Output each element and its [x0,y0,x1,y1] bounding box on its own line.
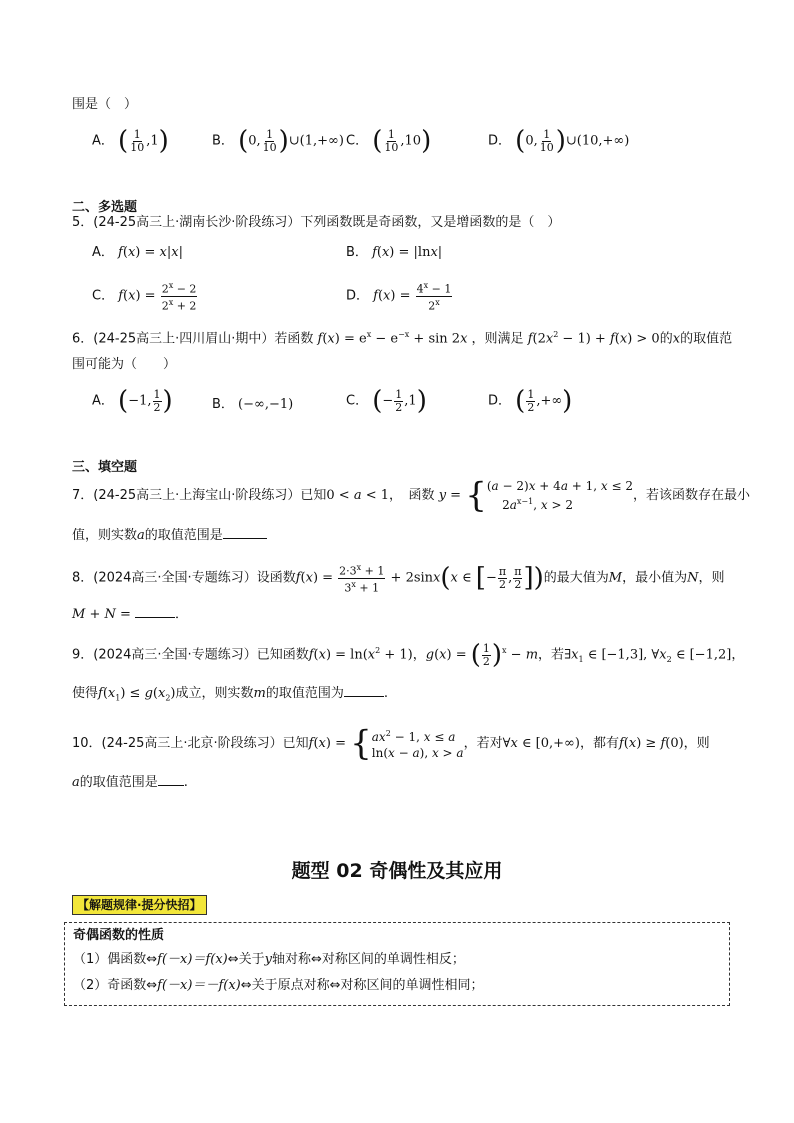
q4-option-c: C． ( $\frac{1}{10}$ ,10) [346,126,432,156]
property-odd-end: ⇔关于原点对称⇔对称区间的单调性相同； [240,978,484,993]
q7-line2: 值，则实数a的取值范围是 [72,526,267,545]
q6-option-b: B． (−∞,−1) [212,397,294,412]
q4-option-d: D． (0, $\frac{1}{10}$ )∪(10,+∞) [488,126,630,156]
q5-option-a-label: A． [92,245,114,260]
q10-line2: a的取值范围是 . [72,775,188,790]
section-heading: 题型 02 奇偶性及其应用 [291,860,503,882]
q5-option-a: A． f(x) = x|x| [92,245,183,260]
q6-option-c: C． (− $\frac{1}{2}$ ,1) [346,386,427,416]
q6-stem: 6．(24-25高三上·四川眉山·期中）若函数 $f(x) = e^x - e^{-x} + \sin 2x$ ，则满足 $f(2x^2 - 1) + f(x) > 0$的x的取值范 [72,330,733,347]
q4-option-b: B． (0, $\frac{1}{10}$ )∪(1,+∞) [212,126,344,156]
q8-line2: M + N = ． [72,607,189,622]
property-even-post: ⇔关于 [227,952,265,967]
section-multiple-choice: 二、多选题 [72,200,138,215]
property-odd-pre: （2）奇函数⇔ [73,978,158,993]
q10-stem-mid2: ，都有 [579,736,619,751]
q5-option-b-label: B． [346,245,368,260]
q7-stem-mid: ， 函数 [389,488,435,503]
property-even-eq: f(－x)＝f(x) [157,952,228,967]
q8-line2-end: ． [175,607,189,622]
q9-line2-end: 的取值范围为 [265,686,344,701]
q8-stem-start: 8．(2024高三·全国·专题练习）设函数 [72,570,296,586]
q9-answer-blank[interactable] [344,684,384,697]
q4-option-d-label: D． [488,133,512,149]
q10-stem-end: ，则 [683,736,710,751]
q9-stem-mid: ，若 [538,647,565,663]
property-odd-eq: f(－x)＝－f(x) [157,978,241,993]
q10-period: . [183,775,188,790]
q5-option-d-label: D． [346,288,370,304]
q5-option-c-label: C． [92,288,115,304]
q10-answer-blank[interactable] [158,773,184,786]
q8-stem: 8．(2024高三·全国·专题练习）设函数f(x) = $\frac{2\cdot 3^x + 1}{3^x + 1}$ + 2sinx(x ∈ [− $\frac{\pi}{2}$ , $\frac{\pi}{2}$ ])的最大值为M，最小值为N，则 [72,563,725,595]
q6-option-d-label: D． [488,393,512,409]
q7-stem-start: 7．(24-25高三上·上海宝山·阶段练习）已知 [72,488,327,503]
q10-line2-text: 的取值范围是 [79,775,158,790]
q4-options: A． ( $\frac{1}{10}$ ,1) [92,126,169,156]
q9-line2: 使得$f(x_1) \le g(x_2)$成立，则实数m的取值范围为 . [72,686,388,703]
q10-stem-start: 10．(24-25高三上·北京·阶段练习）已知 [72,736,309,751]
q6-option-b-label: B． [212,397,234,412]
q8-stem-end2: ，最小值为 [622,570,688,586]
q6-line2: 围可能为（ ） [72,357,177,372]
q6-stem-end: 的 [659,331,673,347]
q8-answer-blank[interactable] [135,605,175,618]
q8-stem-end3: ，则 [698,570,725,586]
q7-line2-end: 的取值范围是 [144,528,223,543]
property-even-pre: （1）偶函数⇔ [73,952,158,967]
property-even [73,951,465,969]
q6-stem-end2: 的取值范 [680,331,733,347]
q4-option-a-label: A． [92,133,114,149]
tips-badge: 【解题规律·提分快招】 [72,895,207,915]
q6-stem-start: 6．(24-25高三上·四川眉山·期中）若函数 [72,331,314,347]
q5-option-b: B． f(x) = |lnx| [346,245,443,260]
q6-option-a: A． (−1, $\frac{1}{2}$ ) [92,386,173,416]
q9-stem-start: 9．(2024高三·全国·专题练习）已知函数 [72,647,309,663]
q7-line2-start: 值，则实数 [72,528,138,543]
q8-stem-end: 的最大值为 [543,570,609,586]
q6-stem-mid: ，则满足 [471,331,524,347]
property-even-axis: y [264,952,273,967]
q9-stem: 9．(2024高三·全国·专题练习）已知函数$f(x) = \ln(x^2 + 1)$，g(x) = ( $\frac{1}{2}$ )$^x$ − m，若$\exists x_1$ ∈ [−1,3], $\forall x_2$ ∈ [−1,2]， [72,640,745,670]
q9-line2-start: 使得 [72,686,99,701]
property-even-end: 轴对称⇔对称区间的单调性相反； [272,952,465,967]
section-fill-in: 三、填空题 [72,460,138,475]
q4-option-c-label: C． [346,133,369,149]
q9-period: . [383,686,388,701]
q10-stem-mid: ，若对 [463,736,503,751]
q5-option-c: C． f(x) = $\frac{2^x - 2}{2^x + 2}$ [92,281,197,313]
q9-line2-mid: 成立，则实数 [175,686,254,701]
property-odd [73,977,484,995]
q7-answer-blank[interactable] [223,526,267,539]
q6-option-c-label: C． [346,393,369,409]
q4-option-b-label: B． [212,133,234,149]
property-box-title: 奇偶函数的性质 [73,928,165,943]
property-box [64,922,730,1006]
q6-option-a-label: A． [92,393,114,409]
q7-stem-end: ，若该函数存在最小 [633,488,751,503]
q7-stem: 7．(24-25高三上·上海宝山·阶段练习）已知0 < a < 1， 函数 y = { (a − 2)x + 4a + 1, x ≤ 2 $2a^{x-1}$, x > 2 ，若该函数存在最小 [72,475,751,516]
q5-option-d: D． f(x) = $\frac{4^x - 1}{2^x}$ [346,281,452,313]
q4-tail: 围是（ ） [72,97,138,112]
q10-stem: 10．(24-25高三上·北京·阶段练习）已知f(x) = { $ax^2 - 1$, x ≤ a ln(x − a), x > a ，若对∀x ∈ [0,+∞)，都有f(x) ≥ f(0)，则 [72,723,710,764]
q5-stem: 5．(24-25高三上·湖南长沙·阶段练习）下列函数既是奇函数，又是增函数的是（ ） [72,215,561,230]
q6-option-d: D． ( $\frac{1}{2}$ ,+∞) [488,386,573,416]
